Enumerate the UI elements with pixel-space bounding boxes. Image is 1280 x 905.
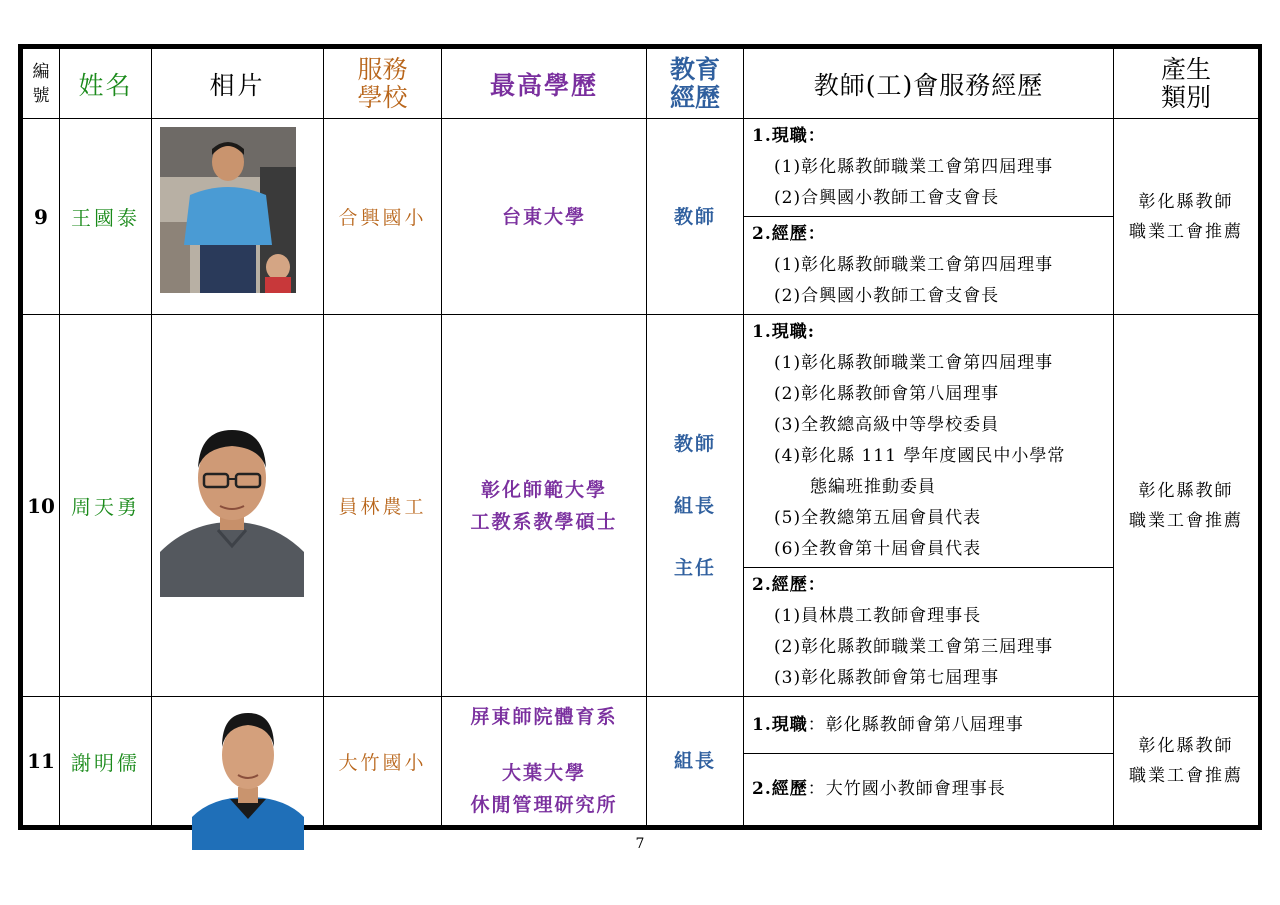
past-title: 2.經歷： xyxy=(752,575,826,595)
photo-image xyxy=(160,422,304,597)
current-item: (2)合興國小教師工會支會長 xyxy=(774,188,1000,208)
type-line: 職業工會推薦 xyxy=(1129,221,1243,242)
row-edu xyxy=(647,697,744,826)
current-item: (6)全教會第十屆會員代表 xyxy=(774,539,982,559)
current-title: 1.現職: xyxy=(752,322,816,342)
row-degree xyxy=(442,119,647,315)
current-section xyxy=(744,315,1113,568)
row-degree xyxy=(442,697,647,826)
header-edu: 教育 經歷 xyxy=(647,49,744,119)
current-item: (1)彰化縣教師職業工會第四屆理事 xyxy=(774,353,1054,373)
degree-line: 台東大學 xyxy=(501,205,586,228)
member-photo xyxy=(192,707,304,850)
experience-table xyxy=(744,315,1113,696)
current-section xyxy=(744,119,1113,217)
row-photo-cell xyxy=(152,119,324,315)
row-school: 合興國小 xyxy=(324,119,442,315)
row-photo-cell xyxy=(152,697,324,826)
past-text: ：大竹國小教師會理事長 xyxy=(807,779,1006,799)
past-item: (2)合興國小教師工會支會長 xyxy=(774,286,1000,306)
current-item-continued: 態編班推動委員 xyxy=(810,477,936,497)
degree-line: 休閒管理研究所 xyxy=(470,794,618,816)
table-row xyxy=(23,119,1259,315)
current-section xyxy=(744,697,1113,754)
row-type xyxy=(1114,697,1259,826)
past-title: 2.經歷 xyxy=(752,779,808,799)
edu-line: 組長 xyxy=(673,494,716,517)
degree-line: 大葉大學 xyxy=(501,762,586,784)
edu-line: 教師 xyxy=(673,432,716,455)
header-type: 產生 類別 xyxy=(1114,49,1259,119)
header-row xyxy=(23,49,1259,119)
row-name: 周天勇 xyxy=(60,315,152,697)
current-item: (4)彰化縣 111 學年度國民中小學常 xyxy=(774,446,1066,466)
row-school: 大竹國小 xyxy=(324,697,442,826)
past-item: (2)彰化縣教師職業工會第三屆理事 xyxy=(774,637,1054,657)
row-name: 謝明儒 xyxy=(60,697,152,826)
type-line: 職業工會推薦 xyxy=(1129,766,1243,786)
table-row xyxy=(23,697,1259,826)
experience-table xyxy=(744,697,1113,825)
past-item: (1)彰化縣教師職業工會第四屆理事 xyxy=(774,255,1054,275)
type-line: 彰化縣教師 xyxy=(1138,191,1234,212)
row-edu xyxy=(647,119,744,315)
past-section xyxy=(744,217,1113,315)
member-photo xyxy=(160,422,304,597)
header-experience: 教師(工)會服務經歷 xyxy=(744,49,1114,119)
row-num: 10 xyxy=(23,315,60,697)
past-title: 2.經歷： xyxy=(752,224,826,244)
current-title: 1.現職 xyxy=(752,714,808,735)
photo-image xyxy=(160,127,296,293)
type-line: 職業工會推薦 xyxy=(1129,510,1243,531)
row-num: 11 xyxy=(23,697,60,826)
row-type xyxy=(1114,119,1259,315)
row-school: 員林農工 xyxy=(324,315,442,697)
current-item: (2)彰化縣教師會第八屆理事 xyxy=(774,384,1000,404)
degree-line: 屏東師院體育系 xyxy=(470,706,618,728)
roster-sheet xyxy=(18,44,1262,830)
type-line: 彰化縣教師 xyxy=(1138,736,1234,756)
degree-line: 彰化師範大學 xyxy=(480,478,607,501)
row-degree xyxy=(442,315,647,697)
degree-line: 工教系教學碩士 xyxy=(470,510,618,533)
header-school: 服務 學校 xyxy=(324,49,442,119)
row-experience xyxy=(744,315,1114,697)
row-type xyxy=(1114,315,1259,697)
past-item: (1)員林農工教師會理事長 xyxy=(774,606,982,626)
past-item: (3)彰化縣教師會第七屆理事 xyxy=(774,668,1000,688)
header-degree: 最高學歷 xyxy=(442,49,647,119)
row-photo-cell xyxy=(152,315,324,697)
current-text: ：彰化縣教師會第八屆理事 xyxy=(807,714,1024,735)
row-experience xyxy=(744,697,1114,826)
row-num: 9 xyxy=(23,119,60,315)
current-item: (5)全教總第五屆會員代表 xyxy=(774,508,982,528)
photo-image xyxy=(192,707,304,850)
table-row xyxy=(23,315,1259,697)
header-num: 編 號 xyxy=(23,49,60,119)
row-edu xyxy=(647,315,744,697)
edu-line: 主任 xyxy=(673,556,716,579)
header-photo: 相片 xyxy=(152,49,324,119)
edu-line: 組長 xyxy=(673,750,716,772)
current-item: (3)全教總高級中等學校委員 xyxy=(774,415,1000,435)
row-experience xyxy=(744,119,1114,315)
current-title: 1.現職： xyxy=(752,126,826,146)
past-section xyxy=(744,754,1113,826)
header-name: 姓名 xyxy=(60,49,152,119)
current-item: (1)彰化縣教師職業工會第四屆理事 xyxy=(774,157,1054,177)
experience-table xyxy=(744,119,1113,314)
edu-line: 教師 xyxy=(673,205,716,228)
member-photo xyxy=(160,127,296,293)
page-number: 7 xyxy=(635,836,645,852)
row-name: 王國泰 xyxy=(60,119,152,315)
type-line: 彰化縣教師 xyxy=(1138,480,1234,501)
roster-table xyxy=(22,48,1259,826)
past-section xyxy=(744,568,1113,697)
